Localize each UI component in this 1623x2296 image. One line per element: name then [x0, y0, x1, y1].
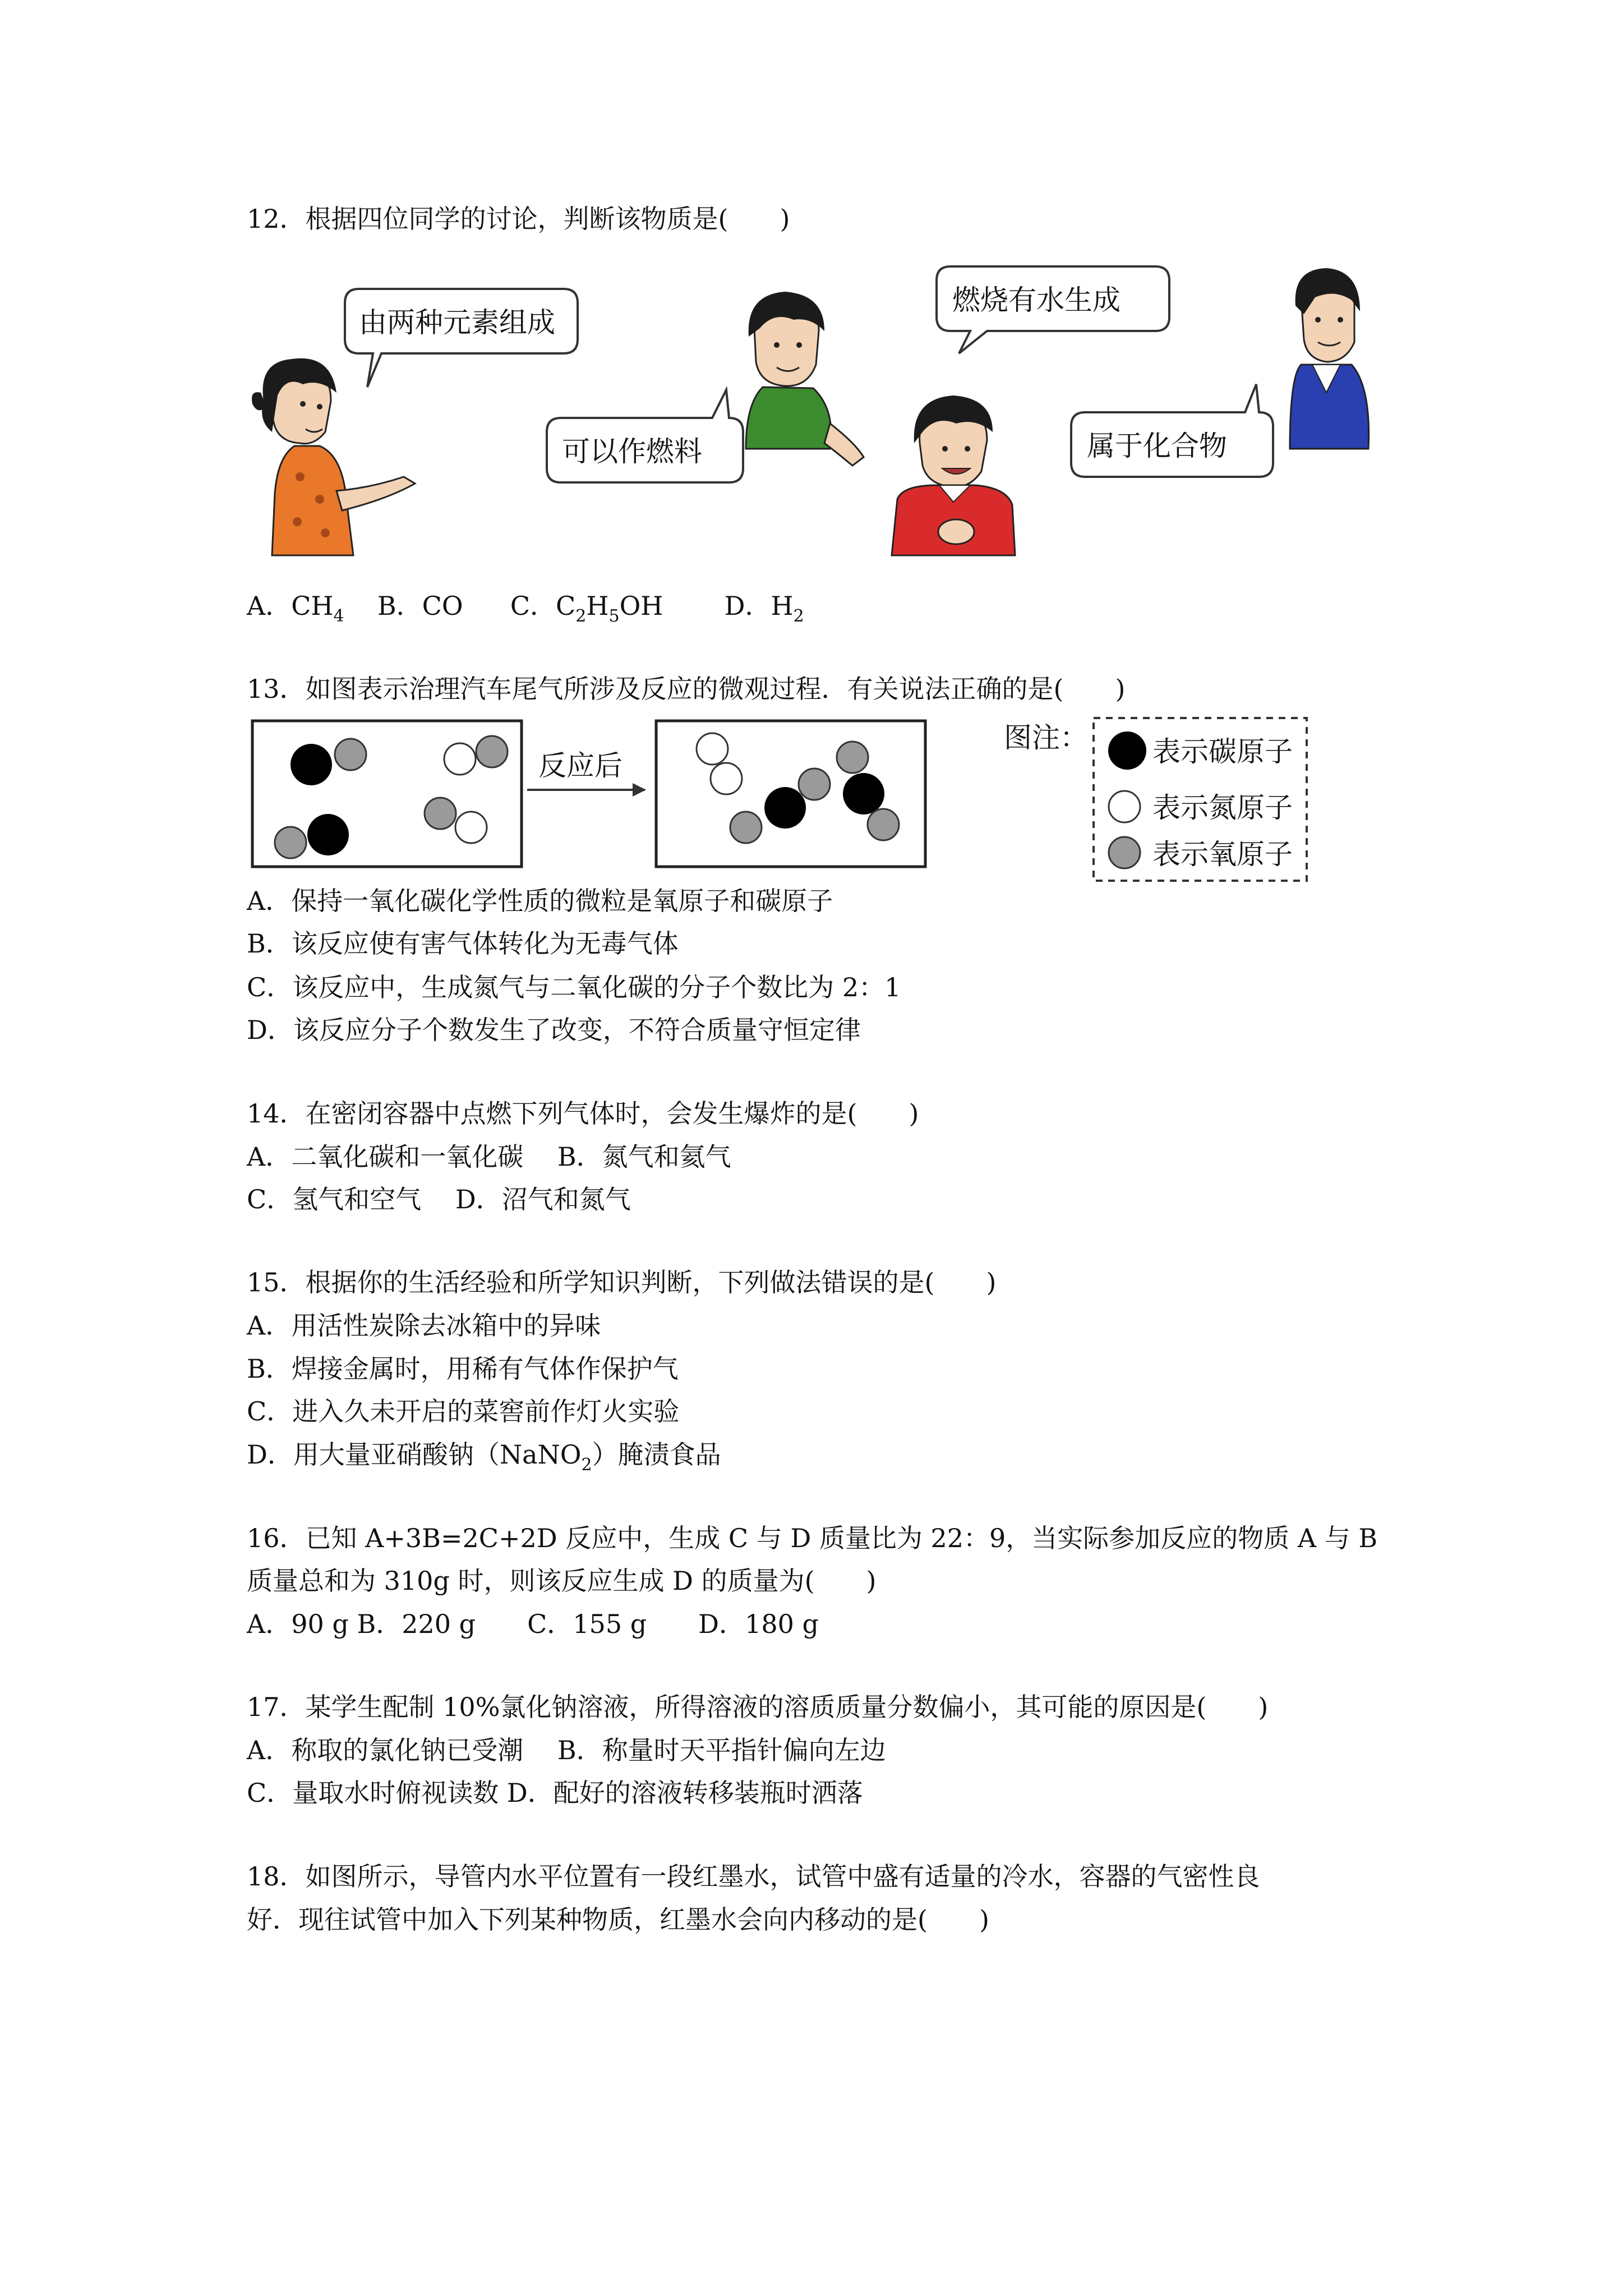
legend-oxygen — [1109, 837, 1293, 871]
legend-nitrogen-label: 表示氮原子 — [1152, 792, 1293, 824]
q15-stem: 15．根据你的生活经验和所学知识判断，下列做法错误的是( ) — [247, 1267, 997, 1297]
boy-red-shirt-illustration — [892, 395, 1015, 555]
q14-options-line-1: A．二氧化碳和一氧化碳 B．氮气和氦气 — [247, 1142, 731, 1172]
q13-option-a: A．保持一氧化碳化学性质的微粒是氧原子和碳原子 — [247, 886, 833, 916]
q17-stem: 17．某学生配制 10%氯化钠溶液，所得溶液的溶质质量分数偏小，其可能的原因是( ) — [247, 1692, 1269, 1722]
q15-option-c: C．进入久未开启的菜窖前作灯火实验 — [247, 1396, 680, 1427]
q14-options-line-2: C．氢气和空气 D．沼气和氮气 — [247, 1184, 631, 1214]
q13-option-b: B．该反应使有害气体转化为无毒气体 — [247, 928, 679, 959]
legend-nitrogen — [1109, 791, 1293, 824]
legend-carbon — [1108, 731, 1293, 770]
bubble-3-text: 燃烧有水生成 — [952, 284, 1121, 316]
q13-option-c: C．该反应中，生成氮气与二氧化碳的分子个数比为 2：1 — [247, 972, 901, 1002]
q13-reaction-diagram — [247, 712, 1368, 892]
speech-bubble-2 — [547, 390, 743, 482]
girl-illustration — [252, 358, 415, 555]
q15-option-b: B．焊接金属时，用稀有气体作保护气 — [247, 1354, 679, 1384]
q12-cartoon-figure — [247, 264, 1413, 578]
q16-options: A．90 g B．220 g C．155 g D．180 g — [247, 1609, 819, 1639]
bubble-1-text: 由两种元素组成 — [359, 306, 555, 339]
q18-line-1: 18．如图所示，导管内水平位置有一段红墨水，试管中盛有适量的冷水，容器的气密性良 — [247, 1861, 1260, 1892]
q12-options — [247, 589, 804, 627]
q12-option-a: A．$CH_4$ — [247, 591, 344, 626]
boy-green-shirt-illustration — [746, 292, 864, 466]
reaction-arrow-label: 反应后 — [538, 749, 623, 782]
q15-option-a: A．用活性炭除去冰箱中的异味 — [247, 1310, 601, 1341]
q12-option-b: B．CO — [377, 591, 463, 621]
man-blue-shirt-illustration — [1290, 268, 1369, 449]
bubble-4-text: 属于化合物 — [1087, 430, 1227, 462]
legend-oxygen-label: 表示氧原子 — [1152, 838, 1293, 871]
q12-option-d: D．$H_2$ — [724, 591, 804, 626]
bubble-2-text: 可以作燃料 — [562, 435, 702, 468]
speech-bubble-3 — [937, 266, 1169, 353]
legend-carbon-label: 表示碳原子 — [1152, 735, 1293, 768]
reaction-arrow — [527, 783, 646, 797]
q16-line-2: 质量总和为 310g 时，则该反应生成 D 的质量为( ) — [247, 1566, 877, 1596]
q13-option-d: D．该反应分子个数发生了改变，不符合质量守恒定律 — [247, 1015, 861, 1045]
q12-option-c: C．$C_2H_5OH$ — [510, 591, 663, 626]
q15-option-d: D．用大量亚硝酸钠（NaNO$_2$）腌渍食品 — [247, 1439, 721, 1475]
q12-stem: 12．根据四位同学的讨论，判断该物质是( ) — [247, 204, 790, 234]
q16-line-1: 16．已知 A+3B=2C+2D 反应中，生成 C 与 D 质量比为 22：9，当实际参加反应的物质 A 与 B — [247, 1523, 1378, 1553]
q18-line-2: 好．现往试管中加入下列某种物质，红墨水会向内移动的是( ) — [247, 1904, 989, 1935]
q13-stem: 13．如图表示治理汽车尾气所涉及反应的微观过程．有关说法正确的是( ) — [247, 674, 1126, 704]
speech-bubble-1 — [345, 289, 578, 387]
q17-options-line-1: A．称取的氯化钠已受潮 B．称量时天平指针偏向左边 — [247, 1735, 886, 1765]
q14-stem: 14．在密闭容器中点燃下列气体时，会发生爆炸的是( ) — [247, 1098, 919, 1129]
legend-title: 图注： — [1004, 721, 1088, 754]
speech-bubble-4 — [1071, 384, 1273, 477]
q17-options-line-2: C．量取水时俯视读数 D．配好的溶液转移装瓶时洒落 — [247, 1778, 863, 1808]
